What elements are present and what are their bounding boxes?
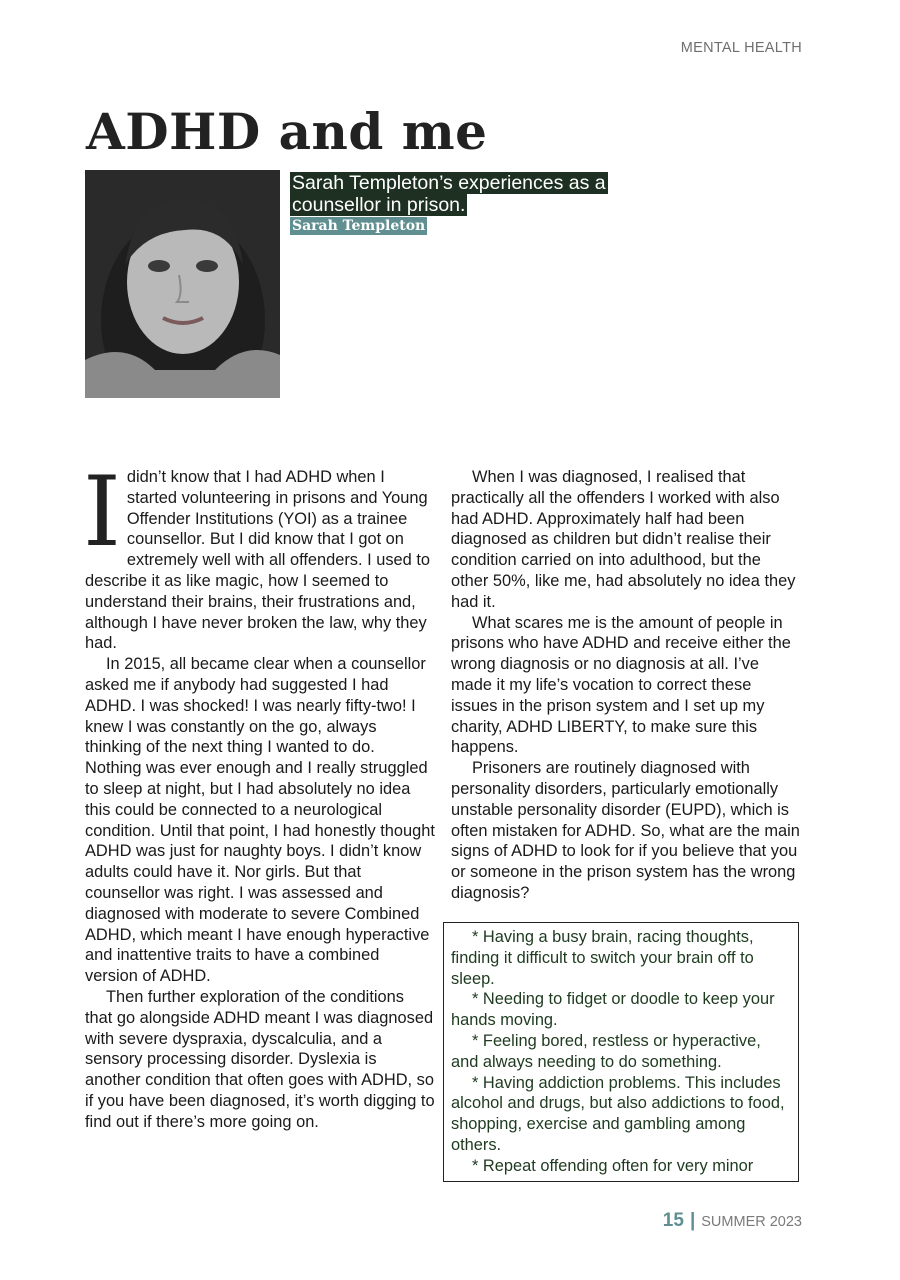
left-column <box>83 456 435 1133</box>
paragraph: In 2015, all became clear when a counsellor asked me if anybody had suggested I had ADHD. I was shocked! I was nearly fifty-two! I knew I was constantly on the go, always thinking of the next thing I wanted to do. Nothing was ever enough and I really struggled to sleep at night, but I had absolutely no idea this could be connected to a neurological condition. Until that point, I had honestly thought ADHD was just for naughty boys. I didn’t know adults could have it. Nor girls. But that counsellor was right. I was assessed and diagnosed with moderate to severe Combined ADHD, which meant I have enough hyperactive and inattentive traits to have a combined version of ADHD. <box>85 655 435 986</box>
section-label: MENTAL HEALTH <box>680 40 802 56</box>
paragraph: What scares me is the amount of people in prisons who have ADHD and receive either the wrong diagnosis or no diagnosis at all. I’ve made it my life’s vocation to correct these issues in the prison system and I set up my charity, ADHD LIBERTY, to make sure this happens. <box>451 613 791 757</box>
page-footer <box>663 1210 802 1232</box>
page-number: 15 <box>662 1210 684 1231</box>
adhd-signs-box <box>443 922 799 1182</box>
footer-separator: | <box>689 1210 696 1231</box>
standfirst <box>290 172 670 235</box>
list-item: * Feeling bored, restless or hyperactive, and always needing to do something. <box>451 1031 761 1071</box>
author-photo <box>85 170 280 398</box>
list-item: * Repeat offending often for very minor <box>472 1156 754 1175</box>
byline: Sarah Templeton <box>292 218 426 234</box>
standfirst-line-2: counsellor in prison. <box>292 194 466 216</box>
drop-cap: I <box>83 456 121 568</box>
standfirst-line-1: Sarah Templeton’s experiences as a <box>292 172 606 194</box>
portrait-image <box>85 170 280 398</box>
list-item: * Having a busy brain, racing thoughts, finding it difficult to switch your brain off to sleep. <box>451 928 754 988</box>
paragraph: When I was diagnosed, I realised that practically all the offenders I worked with also had ADHD. Approximately half had been diagnosed as children but didn’t realise their condition carried on into adulthood, but the other 50%, like me, had absolutely no idea they had it. <box>451 468 796 611</box>
list-item: * Needing to fidget or doodle to keep your hands moving. <box>451 990 775 1030</box>
right-column <box>451 467 801 904</box>
paragraph: Prisoners are routinely diagnosed with personality disorders, particularly emotionally unstable personality disorder (EUPD), which is often mistaken for ADHD. So, what are the main signs of ADHD to look for if you believe that you or someone in the prison system has the wrong diagnosis? <box>451 759 800 902</box>
paragraph: Then further exploration of the conditions that go alongside ADHD meant I was diagnosed with severe dyspraxia, dyscalculia, and a sensory processing disorder. Dyslexia is another condition that often goes with ADHD, so if you have been diagnosed, it’s worth digging to find out if there’s more going on. <box>85 987 435 1131</box>
article-title: ADHD and me <box>86 102 488 161</box>
list-item: * Having addiction problems. This includes alcohol and drugs, but also addictions to food, shopping, exercise and gambling among others. <box>451 1073 785 1154</box>
paragraph: didn’t know that I had ADHD when I started volunteering in prisons and Young Offender Institutions (YOI) as a trainee counsellor. But I did know that I got on extremely well with all offenders. I used to describe it as like magic, how I seemed to understand their brains, their frustrations and, although I have never broken the law, why they had. <box>85 468 430 653</box>
issue-label: SUMMER 2023 <box>701 1214 802 1230</box>
